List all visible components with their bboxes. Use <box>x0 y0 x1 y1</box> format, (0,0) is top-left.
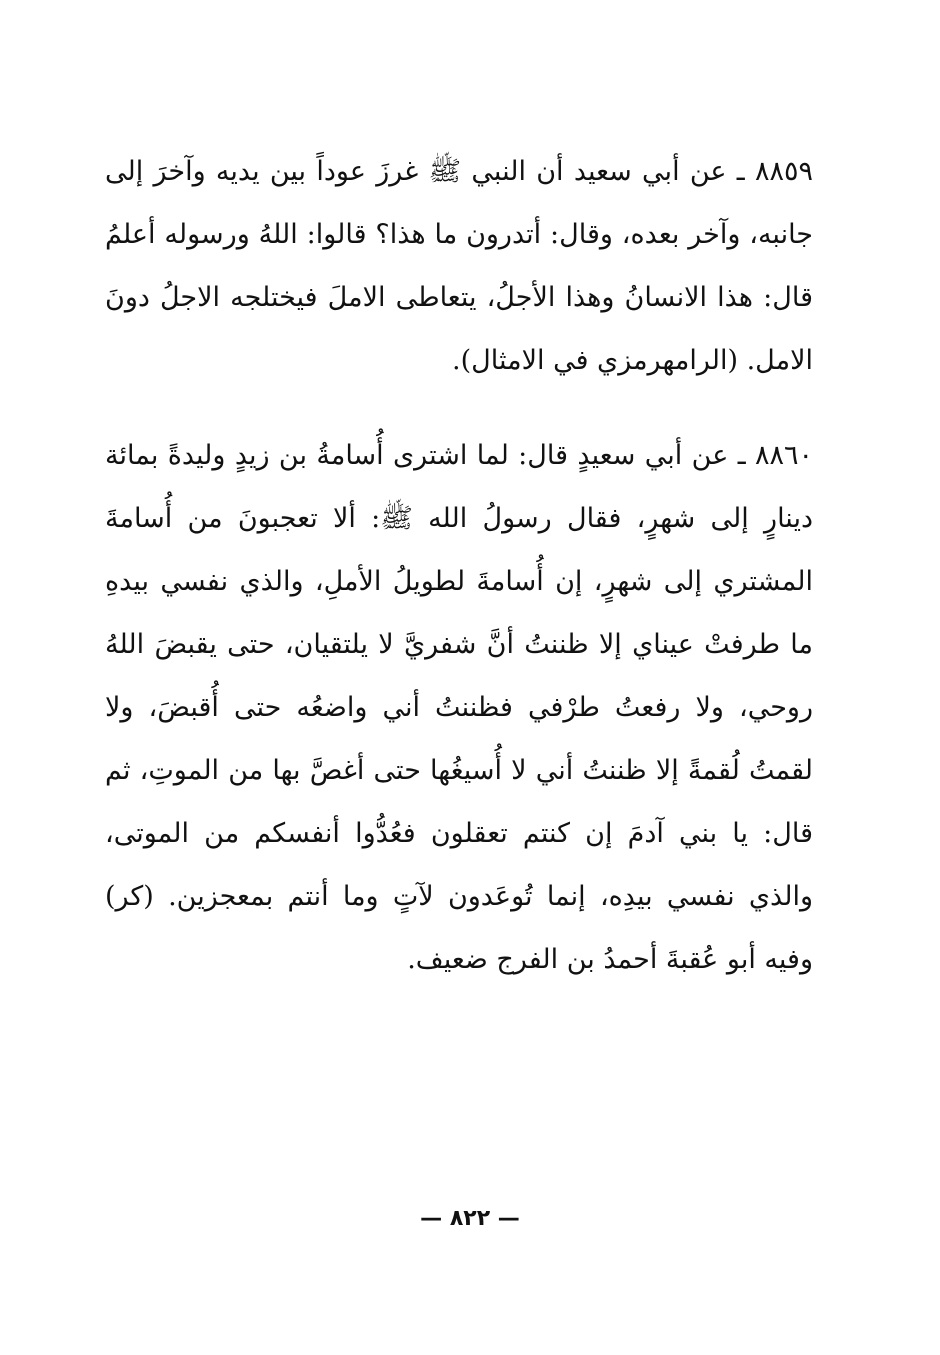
page-number: — ٨٢٢ — <box>420 1206 520 1231</box>
hadith-8860-paragraph <box>105 424 813 991</box>
hadith-text: ٨٨٦٠ ـ عن أبي سعيدٍ قال: لما اشترى أُسامةُ بن زيدٍ وليدةً بمائة دينارٍ إلى شهرٍ، فقال رسولُ الله ﷺ: ألا تعجبونَ من أُسامةَ المشتري إلى شهرٍ، إن أُسامةَ لطويلُ الأملِ، والذي نفسي بيدهِ ما طرفتْ عيناي إلا ظننتُ أنَّ شفريَّ لا يلتقيان، حتى يقبضَ اللهُ روحي، ولا رفعتُ طرْفي فظننتُ أني واضعُه حتى أُقبضَ، ولا لقمتُ لُقمةً إلا ظننتُ أني لا أُسيغُها حتى أغصَّ بها من الموتِ، ثم قال: يا بني آدمَ إن كنتم تعقلون فعُدُّوا أنفسكم من الموتى، والذي نفسي بيدِه، إنما تُوعَدون لآتٍ وما أنتم بمعجزين. (كر) وفيه أبو عُقبةَ أحمدُ بن الفرج ضعيف. <box>105 440 813 975</box>
hadith-text: ٨٨٥٩ ـ عن أبي سعيد أن النبي ﷺ غرزَ عوداً بين يديه وآخرَ إلى جانبه، وآخر بعده، وقال: أتدرون ما هذا؟ قالوا: اللهُ ورسوله أعلمُ قال: هذا الانسانُ وهذا الأجلُ، يتعاطى الاملَ فيختلجه الاجلُ دونَ الامل. (الرامهرمزي في الامثال). <box>105 156 813 376</box>
hadith-8859-paragraph <box>105 140 813 392</box>
